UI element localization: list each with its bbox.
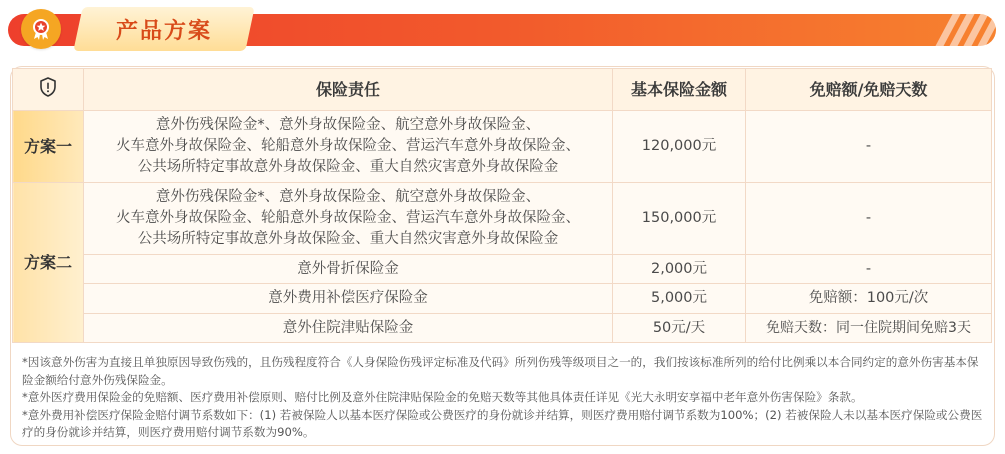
footnote: *因该意外伤害为直接且单独原因导致伤残的，且伤残程度符合《人身保险伤残评定标准及代码》所列伤残等级项目之一的，我们按该标准所列的给付比例乘以本合同约定的意外伤害基本保险金额给付意外伤残保险金。 (22, 355, 979, 387)
table-row (13, 284, 992, 314)
column-header-coverage: 保险责任 (84, 69, 613, 111)
column-header-amount: 基本保险金额 (613, 69, 746, 111)
amount-cell: 50元/天 (613, 314, 746, 343)
footnote: *意外费用补偿医疗保险金赔付调节系数如下：(1) 若被保险人以基本医疗保险或公费医疗的身份就诊并结算，则医疗费用赔付调节系数为100%；(2) 若被保险人未以基本医疗保险或公费医疗的身份就诊并结算，则医疗费用赔付调节系数为90%。 (22, 407, 983, 439)
column-header-deductible: 免赔额/免赔天数 (746, 69, 992, 111)
deductible-cell: - (746, 183, 992, 255)
shield-alert-icon (39, 77, 57, 97)
table-row (13, 183, 992, 255)
amount-cell: 150,000元 (613, 183, 746, 255)
plan-label: 方案二 (13, 183, 84, 343)
header-icon-cell (13, 69, 84, 111)
table-row (13, 255, 992, 284)
table-row (13, 314, 992, 343)
footnote: *意外医疗费用保险金的免赔额、医疗费用补偿原则、赔付比例及意外住院津贴保险金的免赔天数等其他具体责任详见《光大永明安享福中老年意外伤害保险》条款。 (22, 390, 863, 404)
amount-cell: 2,000元 (613, 255, 746, 284)
footnotes (22, 354, 984, 442)
coverage-cell: 意外费用补偿医疗保险金 (84, 284, 613, 314)
amount-cell: 120,000元 (613, 111, 746, 183)
coverage-cell (84, 183, 613, 255)
coverage-line: 火车意外身故保险金、轮船意外身故保险金、营运汽车意外身故保险金、 (116, 210, 580, 226)
table-row (13, 111, 992, 183)
coverage-line: 火车意外身故保险金、轮船意外身故保险金、营运汽车意外身故保险金、 (116, 138, 580, 154)
deductible-cell: 免赔额：100元/次 (746, 284, 992, 314)
deductible-cell: - (746, 255, 992, 284)
coverage-line: 意外伤残保险金*、意外身故保险金、航空意外身故保险金、 (155, 189, 541, 205)
plan-label: 方案一 (13, 111, 84, 183)
header-decoration (930, 14, 996, 46)
coverage-cell: 意外住院津贴保险金 (84, 314, 613, 343)
table-header-row (13, 69, 992, 111)
coverage-line: 公共场所特定事故意外身故保险金、重大自然灾害意外身故保险金 (137, 159, 559, 175)
amount-cell: 5,000元 (613, 284, 746, 314)
deductible-cell: 免赔天数：同一住院期间免赔3天 (746, 314, 992, 343)
page-title: 产品方案 (115, 18, 212, 44)
coverage-line: 公共场所特定事故意外身故保险金、重大自然灾害意外身故保险金 (137, 231, 559, 247)
coverage-cell: 意外骨折保险金 (84, 255, 613, 284)
coverage-cell (84, 111, 613, 183)
plan-table (12, 68, 992, 343)
deductible-cell: - (746, 111, 992, 183)
star-rosette-icon (21, 9, 61, 49)
coverage-line: 意外伤残保险金*、意外身故保险金、航空意外身故保险金、 (155, 117, 541, 133)
